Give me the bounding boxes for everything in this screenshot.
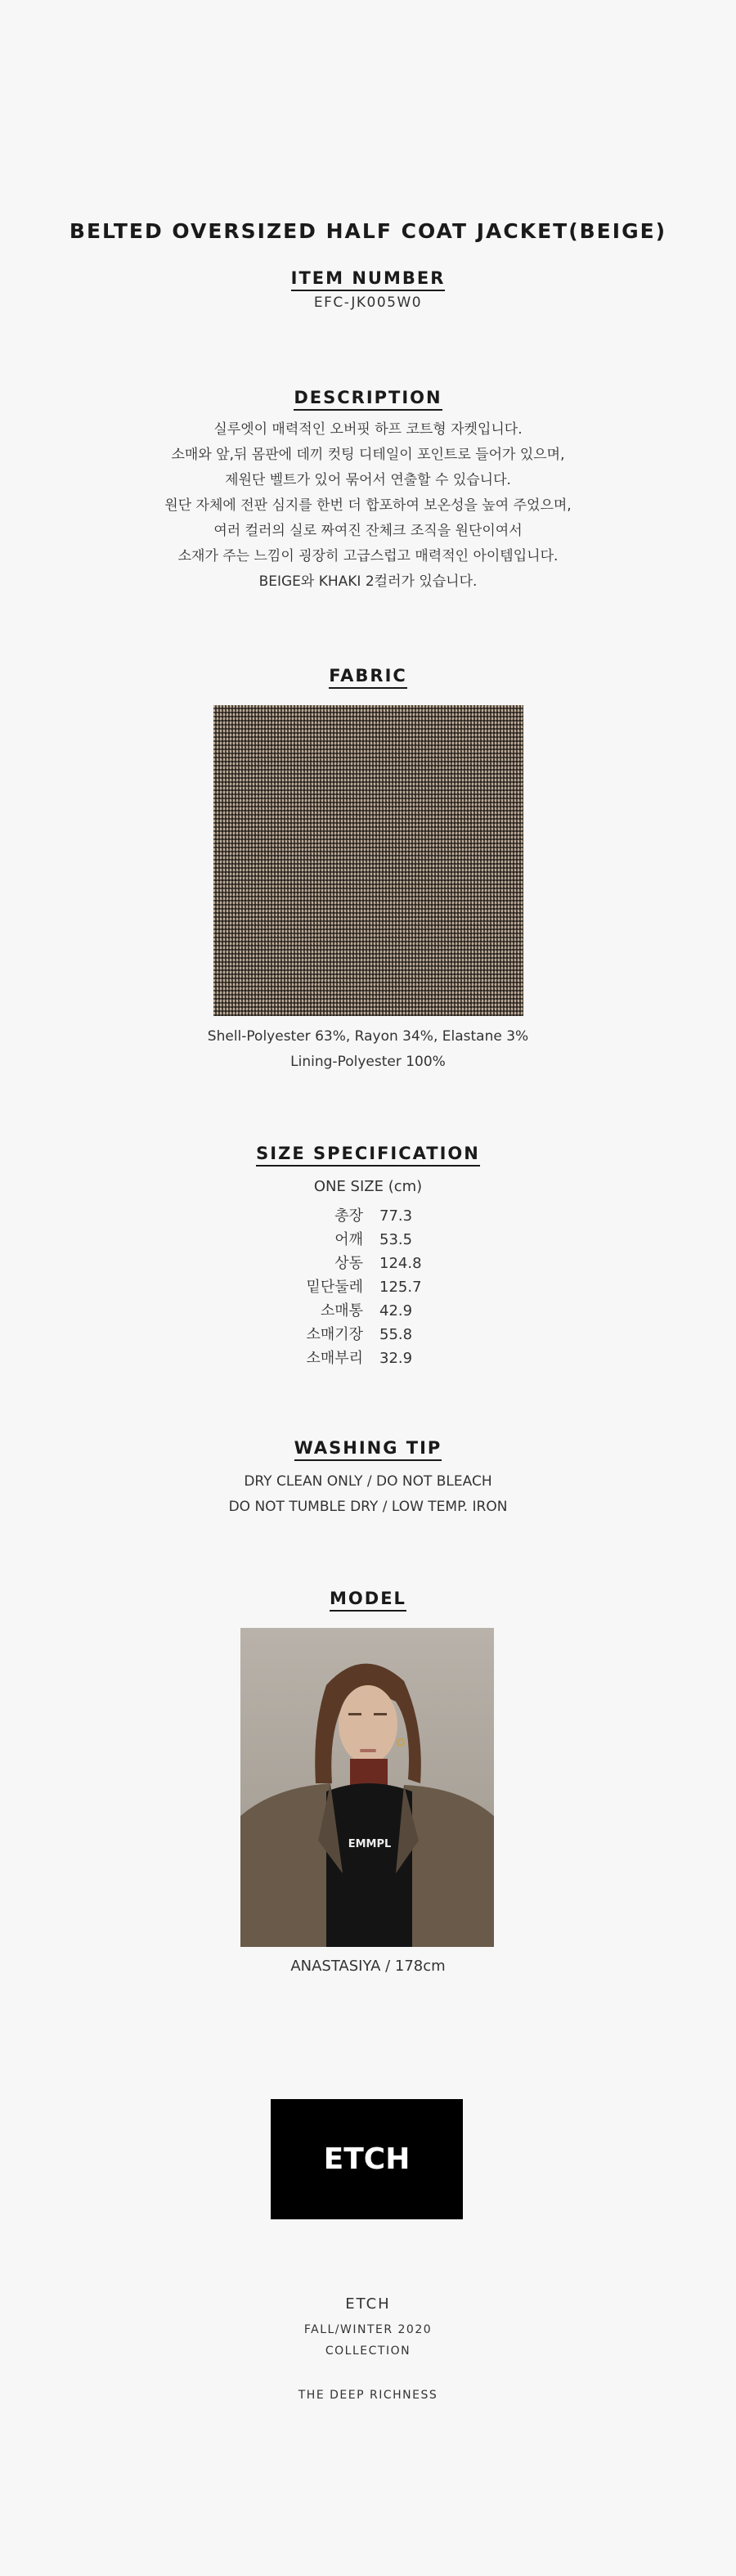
description-line: 제원단 벨트가 있어 묶어서 연출할 수 있습니다. bbox=[225, 472, 511, 488]
description-heading bbox=[0, 388, 736, 407]
size-label: 밑단둘레 bbox=[306, 1279, 363, 1296]
brand-collection: COLLECTION bbox=[325, 2344, 411, 2358]
fabric-heading-text: FABRIC bbox=[329, 666, 407, 689]
size-value: 124.8 bbox=[379, 1255, 422, 1272]
size-label: 총장 bbox=[334, 1207, 363, 1225]
shirt-print: EMMPL bbox=[348, 1838, 392, 1850]
size-row bbox=[0, 1275, 736, 1299]
item-number-heading-text: ITEM NUMBER bbox=[291, 268, 446, 291]
fabric-heading bbox=[0, 666, 736, 686]
fabric-line: Lining-Polyester 100% bbox=[290, 1054, 446, 1070]
size-value: 53.5 bbox=[379, 1231, 413, 1248]
size-label: 어깨 bbox=[334, 1231, 363, 1248]
size-heading-text: SIZE SPECIFICATION bbox=[256, 1144, 480, 1167]
fabric-swatch-image bbox=[213, 705, 523, 1016]
model-photo bbox=[240, 1628, 494, 1947]
washing-heading bbox=[0, 1438, 736, 1458]
washing-line: DO NOT TUMBLE DRY / LOW TEMP. IRON bbox=[228, 1499, 508, 1515]
size-row bbox=[0, 1252, 736, 1275]
size-unit: ONE SIZE (cm) bbox=[313, 1178, 423, 1195]
size-value: 32.9 bbox=[379, 1350, 413, 1367]
size-value: 55.8 bbox=[379, 1326, 413, 1343]
model-heading bbox=[0, 1589, 736, 1608]
brand-name: ETCH bbox=[345, 2295, 391, 2313]
description-line: 소재가 주는 느낌이 굉장히 고급스럽고 매력적인 아이템입니다. bbox=[177, 548, 559, 564]
description-line: 실루엣이 매력적인 오버핏 하프 코트형 자켓입니다. bbox=[213, 421, 523, 438]
brand-season: FALL/WINTER 2020 bbox=[303, 2323, 433, 2336]
size-row bbox=[0, 1323, 736, 1346]
size-label: 소매통 bbox=[320, 1302, 363, 1319]
description-heading-text: DESCRIPTION bbox=[294, 388, 442, 411]
model-caption: ANASTASIYA / 178cm bbox=[290, 1958, 446, 1975]
size-row bbox=[0, 1346, 736, 1370]
size-table bbox=[0, 1204, 736, 1370]
description-text bbox=[0, 417, 736, 595]
product-title: BELTED OVERSIZED HALF COAT JACKET(BEIGE) bbox=[69, 219, 667, 243]
size-label: 소매기장 bbox=[306, 1326, 363, 1343]
washing-text bbox=[0, 1469, 736, 1520]
size-value: 77.3 bbox=[379, 1207, 413, 1225]
description-line: 원단 자체에 전판 심지를 한번 더 합포하여 보온성을 높여 주었으며, bbox=[164, 497, 572, 514]
washing-line: DRY CLEAN ONLY / DO NOT BLEACH bbox=[244, 1473, 492, 1490]
size-label: 소매부리 bbox=[306, 1350, 363, 1367]
item-number: EFC-JK005W0 bbox=[313, 294, 423, 311]
size-label: 상동 bbox=[334, 1255, 363, 1272]
description-line: 소매와 앞,뒤 몸판에 데끼 컷팅 디테일이 포인트로 들어가 있으며, bbox=[171, 447, 565, 463]
brand-tagline: THE DEEP RICHNESS bbox=[298, 2389, 438, 2402]
fabric-composition bbox=[0, 1024, 736, 1075]
size-row bbox=[0, 1299, 736, 1323]
size-row bbox=[0, 1204, 736, 1228]
model-illustration bbox=[240, 1628, 494, 1947]
size-row bbox=[0, 1228, 736, 1252]
fabric-line: Shell-Polyester 63%, Rayon 34%, Elastane 3% bbox=[207, 1028, 529, 1045]
washing-heading-text: WASHING TIP bbox=[294, 1438, 442, 1461]
brand-logo: ETCH bbox=[271, 2099, 463, 2219]
description-line: 여러 컬러의 실로 짜여진 잔체크 조직을 원단이여서 bbox=[213, 523, 523, 539]
size-value: 42.9 bbox=[379, 1302, 413, 1319]
model-heading-text: MODEL bbox=[330, 1589, 406, 1612]
item-number-heading bbox=[0, 268, 736, 288]
size-value: 125.7 bbox=[379, 1279, 422, 1296]
description-line: BEIGE와 KHAKI 2컬러가 있습니다. bbox=[258, 573, 478, 590]
size-heading bbox=[0, 1144, 736, 1163]
